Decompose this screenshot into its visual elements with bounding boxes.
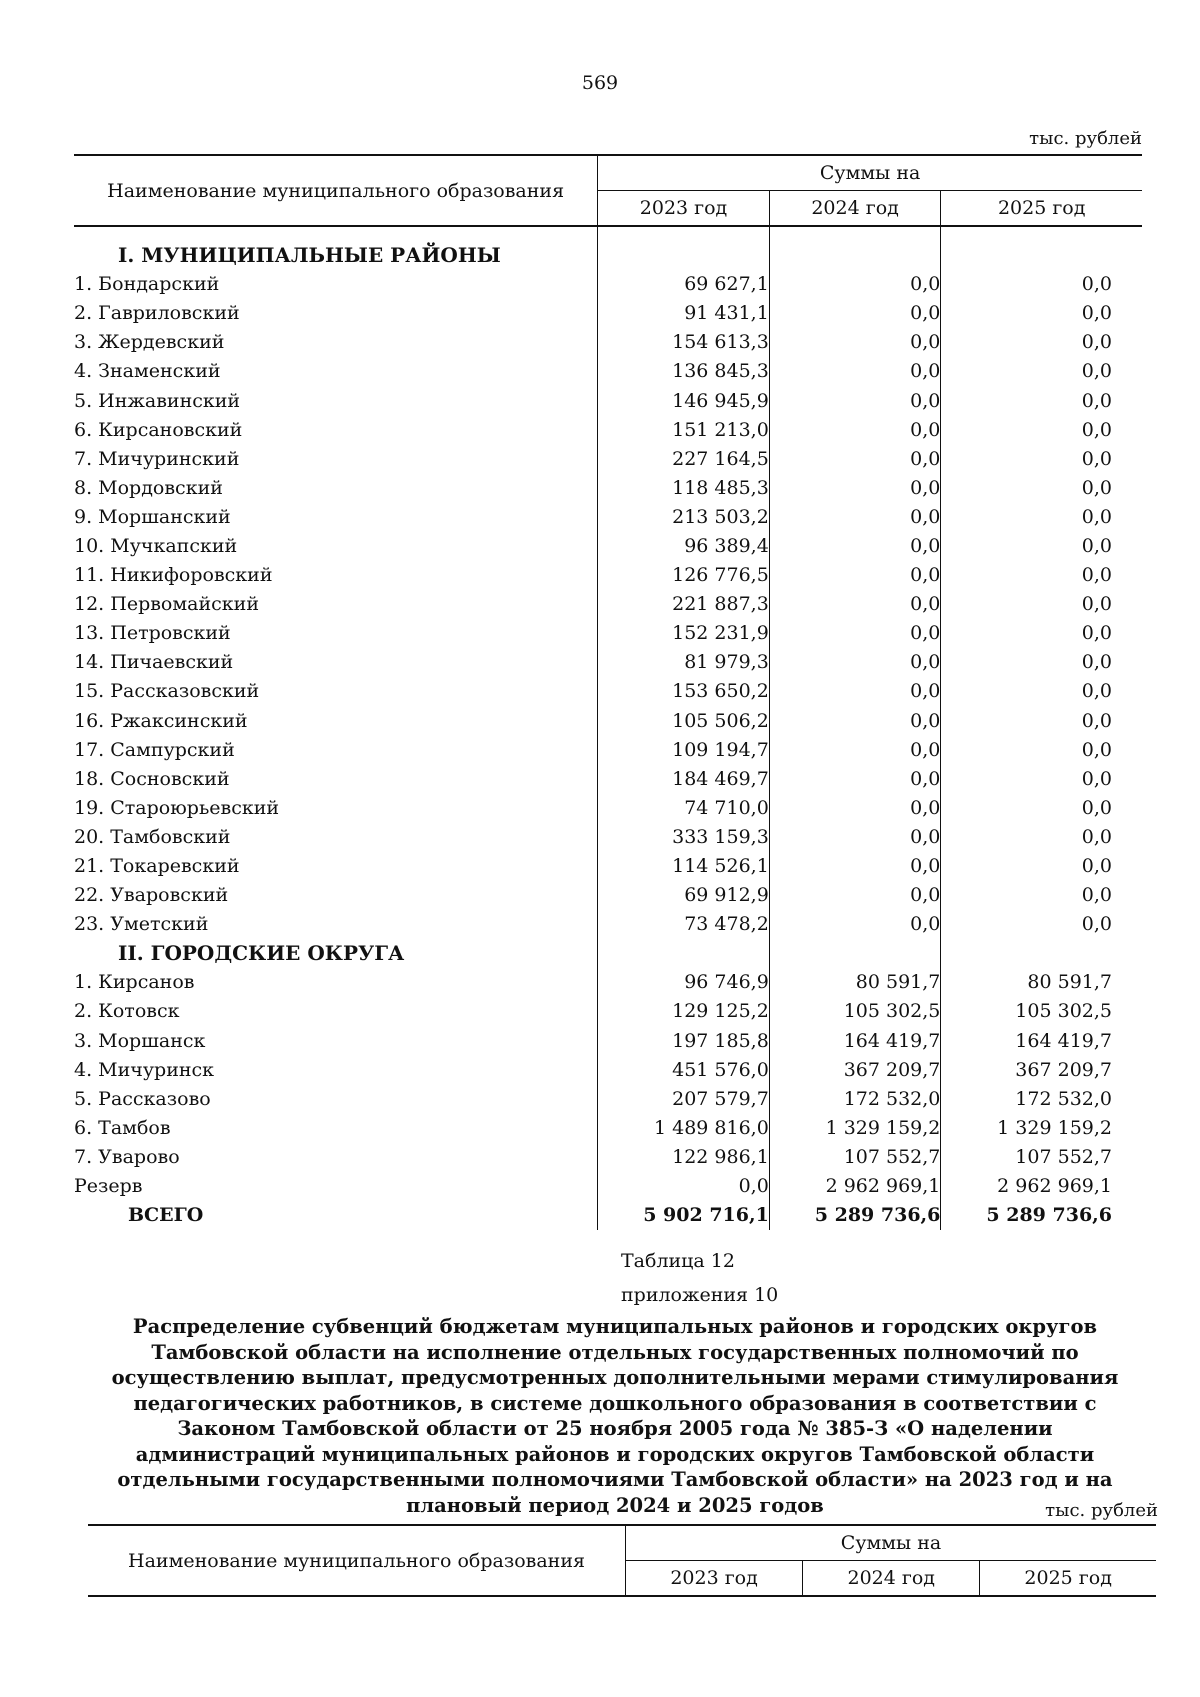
value-2025 bbox=[941, 226, 1142, 270]
value-2023: 69 627,1 bbox=[598, 270, 770, 299]
row-name: 5. Рассказово bbox=[74, 1087, 211, 1110]
table-row bbox=[74, 1085, 1142, 1114]
value-2023: 151 213,0 bbox=[598, 416, 770, 445]
row-name: 22. Уваровский bbox=[74, 884, 229, 907]
table-row bbox=[74, 503, 1142, 532]
value-2024: 107 552,7 bbox=[769, 1143, 941, 1172]
total-row bbox=[74, 1201, 1142, 1230]
value-2023: 81 979,3 bbox=[598, 648, 770, 677]
value-2025: 0,0 bbox=[1081, 505, 1112, 528]
value-2024: 0,0 bbox=[769, 910, 941, 939]
row-name: 20. Тамбовский bbox=[74, 825, 231, 848]
value-2025 bbox=[941, 939, 1142, 968]
value-2023: 1 489 816,0 bbox=[598, 1114, 770, 1143]
table12-title: Распределение субвенций бюджетам муниципальных районов и городских округов Тамбовской области на исполнение отдельных государственных полномочий по осуществлению выплат, предусмотренных дополнительными мерами стимулирования педагогических работников, в системе дошкольного образования в соответствии с Законом Тамбовской области от 25 ноября 2005 года № 385-З «О наделении администраций муниципальных районов и городских округов Тамбовской области отдельными государственными полномочиями Тамбовской области» на 2023 год и на плановый период 2024 и 2025 годов bbox=[111, 1315, 1119, 1517]
table-row bbox=[74, 1143, 1142, 1172]
value-2025: 0,0 bbox=[1081, 825, 1112, 848]
value-2025: 0,0 bbox=[1081, 651, 1112, 674]
table-row bbox=[74, 1114, 1142, 1143]
table12-year-2023-header: 2023 год bbox=[626, 1561, 803, 1597]
value-2024: 0,0 bbox=[769, 881, 941, 910]
value-2025: 0,0 bbox=[1081, 767, 1112, 790]
value-2023: 129 125,2 bbox=[598, 997, 770, 1026]
value-2023: 114 526,1 bbox=[598, 852, 770, 881]
value-2024: 0,0 bbox=[769, 736, 941, 765]
row-name: 1. Бондарский bbox=[74, 273, 220, 296]
row-name: 17. Сампурский bbox=[74, 738, 235, 761]
row-name: 2. Котовск bbox=[74, 1000, 180, 1023]
value-2023: 96 389,4 bbox=[598, 532, 770, 561]
value-2025: 0,0 bbox=[1081, 273, 1112, 296]
value-2025: 0,0 bbox=[1081, 913, 1112, 936]
value-2023: 197 185,8 bbox=[598, 1027, 770, 1056]
row-name: 6. Кирсановский bbox=[74, 418, 243, 441]
value-2025: 0,0 bbox=[1081, 389, 1112, 412]
row-name: 13. Петровский bbox=[74, 622, 231, 645]
value-2024: 0,0 bbox=[769, 648, 941, 677]
table12-name-col-header: Наименование муниципального образования bbox=[88, 1525, 626, 1596]
row-name: 4. Знаменский bbox=[74, 360, 221, 383]
value-2025: 0,0 bbox=[1081, 796, 1112, 819]
table-row bbox=[74, 1172, 1142, 1201]
row-name: 21. Токаревский bbox=[74, 855, 240, 878]
row-name: 9. Моршанский bbox=[74, 505, 231, 528]
table12 bbox=[88, 1524, 1156, 1597]
table-row bbox=[74, 968, 1142, 997]
value-2025: 164 419,7 bbox=[1015, 1029, 1112, 1052]
value-2023: 227 164,5 bbox=[598, 445, 770, 474]
value-2023: 118 485,3 bbox=[598, 474, 770, 503]
value-2024: 0,0 bbox=[769, 386, 941, 415]
page-number: 569 bbox=[581, 72, 619, 94]
table-row bbox=[74, 881, 1142, 910]
value-2024: 0,0 bbox=[769, 474, 941, 503]
row-name: 10. Мучкапский bbox=[74, 534, 238, 557]
value-2025: 0,0 bbox=[1081, 855, 1112, 878]
value-2023: 152 231,9 bbox=[598, 619, 770, 648]
row-name: 6. Тамбов bbox=[74, 1116, 171, 1139]
value-2024: 0,0 bbox=[769, 445, 941, 474]
value-2024: 0,0 bbox=[769, 357, 941, 386]
value-2024: 80 591,7 bbox=[769, 968, 941, 997]
section-row bbox=[74, 226, 1142, 270]
table-row bbox=[74, 910, 1142, 939]
value-2024: 0,0 bbox=[769, 590, 941, 619]
row-name: 15. Рассказовский bbox=[74, 680, 260, 703]
value-2023: 213 503,2 bbox=[598, 503, 770, 532]
row-name: 4. Мичуринск bbox=[74, 1058, 215, 1081]
value-2025: 0,0 bbox=[1081, 738, 1112, 761]
row-name: 14. Пичаевский bbox=[74, 651, 234, 674]
value-2023: 136 845,3 bbox=[598, 357, 770, 386]
section-row bbox=[74, 939, 1142, 968]
value-2023: 122 986,1 bbox=[598, 1143, 770, 1172]
table-row bbox=[74, 328, 1142, 357]
value-2023: 73 478,2 bbox=[598, 910, 770, 939]
value-2024 bbox=[769, 939, 941, 968]
table-row bbox=[74, 270, 1142, 299]
table-row bbox=[74, 823, 1142, 852]
value-2024 bbox=[769, 226, 941, 270]
table1-year-2023-header: 2023 год bbox=[598, 191, 770, 227]
table12-sums-header: Суммы на bbox=[626, 1525, 1157, 1561]
value-2025: 5 289 736,6 bbox=[986, 1204, 1112, 1227]
value-2024: 0,0 bbox=[769, 765, 941, 794]
table-row bbox=[74, 852, 1142, 881]
row-name: 12. Первомайский bbox=[74, 593, 259, 616]
value-2023: 0,0 bbox=[598, 1172, 770, 1201]
value-2023 bbox=[598, 939, 770, 968]
row-name: 16. Ржаксинский bbox=[74, 709, 248, 732]
table1-year-2024-header: 2024 год bbox=[769, 191, 941, 227]
row-name: ВСЕГО bbox=[128, 1204, 204, 1227]
value-2025: 0,0 bbox=[1081, 564, 1112, 587]
value-2025: 0,0 bbox=[1081, 418, 1112, 441]
table-row bbox=[74, 445, 1142, 474]
value-2024: 0,0 bbox=[769, 677, 941, 706]
value-2023: 5 902 716,1 bbox=[598, 1201, 770, 1230]
value-2025: 367 209,7 bbox=[1015, 1058, 1112, 1081]
value-2025: 1 329 159,2 bbox=[997, 1116, 1112, 1139]
value-2024: 0,0 bbox=[769, 416, 941, 445]
table-row bbox=[74, 357, 1142, 386]
table-row bbox=[74, 707, 1142, 736]
value-2024: 0,0 bbox=[769, 794, 941, 823]
value-2023: 207 579,7 bbox=[598, 1085, 770, 1114]
value-2024: 2 962 969,1 bbox=[769, 1172, 941, 1201]
value-2023: 451 576,0 bbox=[598, 1056, 770, 1085]
value-2024: 0,0 bbox=[769, 532, 941, 561]
table-row bbox=[74, 416, 1142, 445]
value-2024: 164 419,7 bbox=[769, 1027, 941, 1056]
row-name: 3. Жердевский bbox=[74, 331, 225, 354]
value-2024: 1 329 159,2 bbox=[769, 1114, 941, 1143]
value-2025: 0,0 bbox=[1081, 884, 1112, 907]
value-2024: 0,0 bbox=[769, 503, 941, 532]
table1-year-2025-header: 2025 год bbox=[997, 197, 1086, 219]
value-2025: 80 591,7 bbox=[1027, 971, 1112, 994]
value-2023: 74 710,0 bbox=[598, 794, 770, 823]
value-2025: 0,0 bbox=[1081, 331, 1112, 354]
table-row bbox=[74, 474, 1142, 503]
table1-sums-header: Суммы на bbox=[598, 155, 1142, 191]
table1-units: тыс. рублей bbox=[1029, 128, 1142, 149]
value-2025: 0,0 bbox=[1081, 447, 1112, 470]
value-2023 bbox=[598, 226, 770, 270]
value-2023: 105 506,2 bbox=[598, 707, 770, 736]
value-2024: 0,0 bbox=[769, 270, 941, 299]
value-2023: 69 912,9 bbox=[598, 881, 770, 910]
value-2023: 96 746,9 bbox=[598, 968, 770, 997]
section-title: II. ГОРОДСКИЕ ОКРУГА bbox=[118, 941, 405, 966]
table-row bbox=[74, 677, 1142, 706]
table-row bbox=[74, 794, 1142, 823]
table-row bbox=[74, 532, 1142, 561]
value-2025: 0,0 bbox=[1081, 360, 1112, 383]
row-name: 7. Мичуринский bbox=[74, 447, 240, 470]
value-2023: 154 613,3 bbox=[598, 328, 770, 357]
table12-appendix: приложения 10 bbox=[621, 1284, 779, 1306]
table-row bbox=[74, 736, 1142, 765]
table-row bbox=[74, 299, 1142, 328]
table12-year-2024-header: 2024 год bbox=[803, 1561, 980, 1597]
value-2025: 0,0 bbox=[1081, 593, 1112, 616]
value-2024: 172 532,0 bbox=[769, 1085, 941, 1114]
value-2024: 0,0 bbox=[769, 823, 941, 852]
value-2025: 0,0 bbox=[1081, 622, 1112, 645]
value-2025: 0,0 bbox=[1081, 680, 1112, 703]
table12-year-2025-header: 2025 год bbox=[1024, 1567, 1112, 1589]
value-2023: 184 469,7 bbox=[598, 765, 770, 794]
value-2024: 0,0 bbox=[769, 561, 941, 590]
value-2023: 221 887,3 bbox=[598, 590, 770, 619]
value-2025: 172 532,0 bbox=[1015, 1087, 1112, 1110]
value-2025: 2 962 969,1 bbox=[997, 1175, 1112, 1198]
table-row bbox=[74, 648, 1142, 677]
table-row bbox=[74, 1027, 1142, 1056]
value-2025: 0,0 bbox=[1081, 476, 1112, 499]
row-name: Резерв bbox=[74, 1175, 143, 1198]
table12-number: Таблица 12 bbox=[621, 1250, 735, 1272]
row-name: 8. Мордовский bbox=[74, 476, 223, 499]
row-name: 2. Гавриловский bbox=[74, 302, 240, 325]
table-row bbox=[74, 590, 1142, 619]
row-name: 3. Моршанск bbox=[74, 1029, 206, 1052]
table-row bbox=[74, 765, 1142, 794]
value-2025: 0,0 bbox=[1081, 302, 1112, 325]
row-name: 1. Кирсанов bbox=[74, 971, 195, 994]
table-row bbox=[74, 619, 1142, 648]
value-2023: 146 945,9 bbox=[598, 386, 770, 415]
value-2024: 0,0 bbox=[769, 328, 941, 357]
row-name: 18. Сосновский bbox=[74, 767, 230, 790]
value-2024: 0,0 bbox=[769, 707, 941, 736]
value-2024: 105 302,5 bbox=[769, 997, 941, 1026]
row-name: 23. Уметский bbox=[74, 913, 209, 936]
table1 bbox=[74, 154, 1142, 1230]
table-row bbox=[74, 997, 1142, 1026]
value-2024: 0,0 bbox=[769, 299, 941, 328]
row-name: 19. Староюрьевский bbox=[74, 796, 280, 819]
value-2023: 109 194,7 bbox=[598, 736, 770, 765]
value-2023: 91 431,1 bbox=[598, 299, 770, 328]
value-2025: 0,0 bbox=[1081, 709, 1112, 732]
row-name: 5. Инжавинский bbox=[74, 389, 241, 412]
value-2025: 105 302,5 bbox=[1015, 1000, 1112, 1023]
value-2024: 5 289 736,6 bbox=[769, 1201, 941, 1230]
table-row bbox=[74, 1056, 1142, 1085]
section-title: I. МУНИЦИПАЛЬНЫЕ РАЙОНЫ bbox=[118, 243, 501, 268]
value-2025: 107 552,7 bbox=[1015, 1145, 1112, 1168]
value-2024: 367 209,7 bbox=[769, 1056, 941, 1085]
table1-name-col-header: Наименование муниципального образования bbox=[74, 155, 598, 226]
value-2023: 153 650,2 bbox=[598, 677, 770, 706]
value-2023: 333 159,3 bbox=[598, 823, 770, 852]
table1-body bbox=[74, 226, 1142, 1230]
row-name: 7. Уварово bbox=[74, 1145, 180, 1168]
table-row bbox=[74, 386, 1142, 415]
value-2024: 0,0 bbox=[769, 619, 941, 648]
row-name: 11. Никифоровский bbox=[74, 564, 273, 587]
table12-units: тыс. рублей bbox=[1045, 1500, 1158, 1521]
table-row bbox=[74, 561, 1142, 590]
value-2024: 0,0 bbox=[769, 852, 941, 881]
value-2023: 126 776,5 bbox=[598, 561, 770, 590]
value-2025: 0,0 bbox=[1081, 534, 1112, 557]
